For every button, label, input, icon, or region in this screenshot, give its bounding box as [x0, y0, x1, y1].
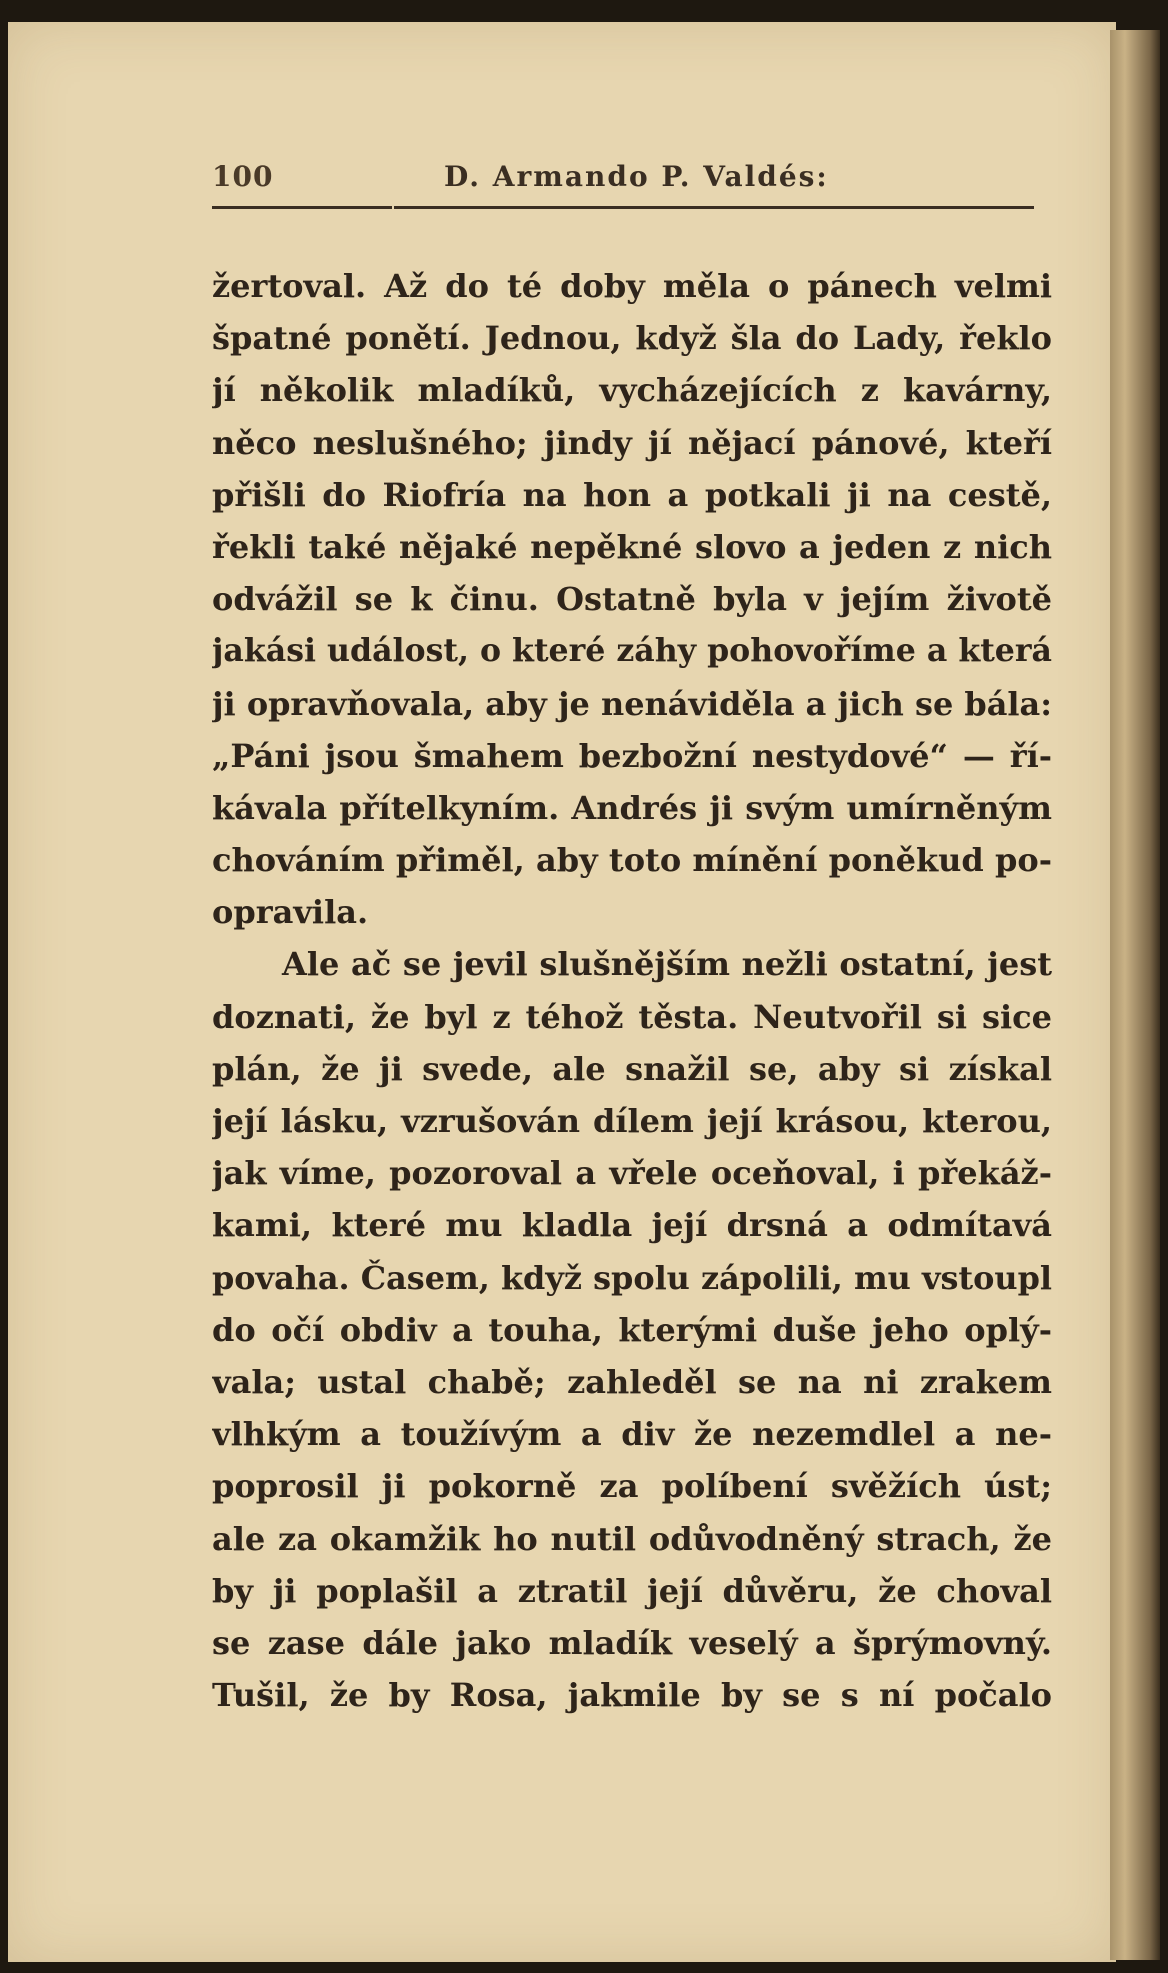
text-line: přišli do Riofría na hon a potkali ji na cestě,: [212, 475, 1052, 514]
text-line: jí několik mladíků, vycházejících z kavárny,: [212, 371, 1052, 410]
text-line: jakási událost, o které záhy pohovoříme a která: [212, 632, 1052, 670]
text-line: ji opravňovala, aby je nenáviděla a jich se bála:: [212, 684, 1052, 723]
text-line: něco neslušného; jindy jí nějací pánové, kteří: [212, 423, 1052, 462]
text-line: kami, které mu kladla její drsná a odmítavá: [212, 1206, 1052, 1245]
text-line: do očí obdiv a touha, kterými duše jeho oplý-: [212, 1310, 1052, 1349]
text-line: opravila.: [212, 893, 369, 932]
text-line: špatné ponětí. Jednou, když šla do Lady, řeklo: [212, 319, 1052, 358]
header-rule-right: [394, 206, 1034, 209]
text-line: vala; ustal chabě; zahleděl se na ni zrakem: [212, 1362, 1052, 1401]
text-line: žertoval. Až do té doby měla o pánech velmi: [212, 267, 1052, 305]
text-line: ale za okamžik ho nutil odůvodněný strach, že: [212, 1519, 1052, 1558]
running-head: D. Armando P. Valdés:: [444, 160, 829, 193]
text-line: povaha. Časem, když spolu zápolili, mu vstoupl: [212, 1258, 1052, 1297]
page-number: 100: [212, 160, 274, 193]
text-line: se zase dále jako mladík veselý a šprýmovný.: [212, 1623, 1052, 1662]
text-line: jak víme, pozoroval a vřele oceňoval, i překáž-: [212, 1154, 1052, 1193]
text-line: kávala přítelkyním. Andrés ji svým umírněným: [212, 788, 1052, 827]
body-text: [212, 260, 1052, 1721]
header-rule-left: [212, 206, 392, 209]
page-header: [212, 160, 1032, 200]
text-line: by ji poplašil a ztratil její důvěru, že choval: [212, 1571, 1052, 1610]
text-line: vlhkým a toužívým a div že nezemdlel a ne-: [212, 1415, 1052, 1454]
text-line: její lásku, vzrušován dílem její krásou, kterou,: [212, 1102, 1052, 1140]
text-line: odvážil se k činu. Ostatně byla v jejím životě: [212, 580, 1052, 619]
text-line: chováním přiměl, aby toto mínění poněkud po-: [212, 841, 1052, 880]
text-line: Tušil, že by Rosa, jakmile by se s ní počalo: [212, 1676, 1052, 1715]
page-edge: [1110, 30, 1160, 1960]
text-line: „Páni jsou šmahem bezbožní nestydové“ — ří-: [212, 736, 1052, 775]
text-line: plán, že ji svede, ale snažil se, aby si získal: [212, 1049, 1052, 1088]
text-line: poprosil ji pokorně za políbení svěžích úst;: [212, 1467, 1052, 1506]
text-line: Ale ač se jevil slušnějším nežli ostatní, jest: [282, 945, 1052, 984]
text-line: doznati, že byl z téhož těsta. Neutvořil si sice: [212, 997, 1052, 1036]
text-line: řekli také nějaké nepěkné slovo a jeden z nich: [212, 527, 1052, 566]
